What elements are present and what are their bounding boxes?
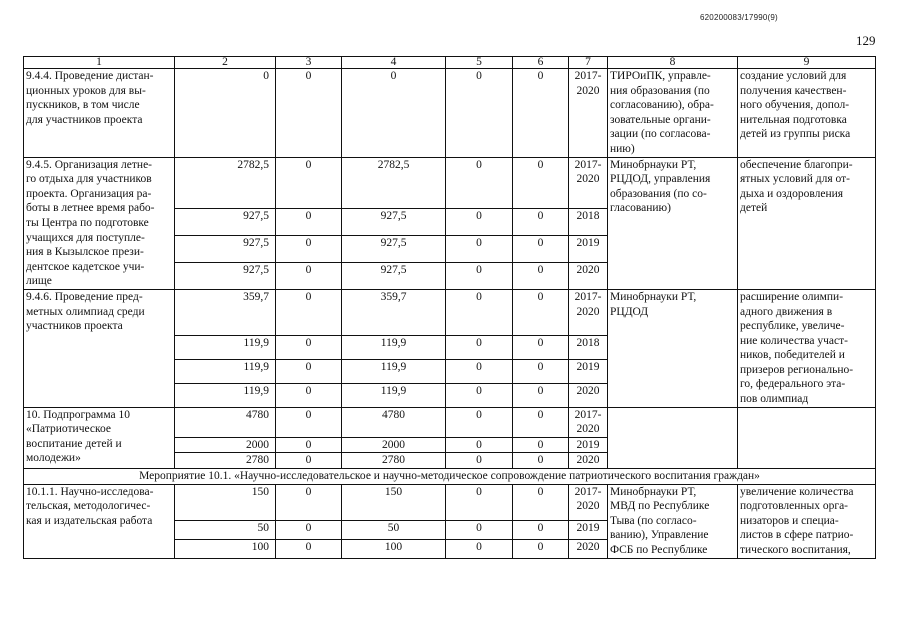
year: 2019 <box>569 437 608 453</box>
municipal-value: 0 <box>446 359 513 383</box>
total-value: 50 <box>175 521 276 540</box>
municipal-value: 0 <box>446 407 513 437</box>
extrabudget-value: 0 <box>513 359 569 383</box>
municipal-value: 0 <box>446 236 513 263</box>
section-row <box>24 469 876 485</box>
executor: Минобрнауки РТ, РЦДОД, управления образования (по со- гласованию) <box>608 157 738 289</box>
municipal-value: 0 <box>446 539 513 558</box>
table-row <box>24 69 876 158</box>
municipal-value: 0 <box>446 336 513 360</box>
republic-value: 2000 <box>342 437 446 453</box>
extrabudget-value: 0 <box>513 236 569 263</box>
federal-value: 0 <box>276 407 342 437</box>
year: 2020 <box>569 263 608 290</box>
federal-value: 0 <box>276 69 342 158</box>
total-value: 927,5 <box>175 209 276 236</box>
document-id: 620200083/17990(9) <box>700 13 778 22</box>
federal-value: 0 <box>276 453 342 469</box>
activity-name: 9.4.5. Организация летне- го отдыха для участников проекта. Организация ра- боты в летнее время рабо- ты Центра по подготовке учащихся для поступле- ния в Кызылское прези- дентское кадетское учи- лище <box>24 157 175 289</box>
republic-value: 2782,5 <box>342 157 446 209</box>
municipal-value: 0 <box>446 209 513 236</box>
municipal-value: 0 <box>446 484 513 520</box>
extrabudget-value: 0 <box>513 263 569 290</box>
municipal-value: 0 <box>446 263 513 290</box>
federal-value: 0 <box>276 289 342 335</box>
expected-result: создание условий для получения качествен- ного обучения, допол- нительная подготовка детей из группы риска <box>738 69 876 158</box>
extrabudget-value: 0 <box>513 453 569 469</box>
activity-name: 9.4.6. Проведение пред- метных олимпиад среди участников проекта <box>24 289 175 407</box>
federal-value: 0 <box>276 484 342 520</box>
activity-name: 10. Подпрограмма 10 «Патриотическое воспитание детей и молодежи» <box>24 407 175 468</box>
federal-value: 0 <box>276 209 342 236</box>
table-row <box>24 289 876 335</box>
republic-value: 50 <box>342 521 446 540</box>
total-value: 119,9 <box>175 383 276 407</box>
column-header: 2 <box>175 57 276 69</box>
activity-name: 10.1.1. Научно-исследова- тельская, методологичес- кая и издательская работа <box>24 484 175 558</box>
republic-value: 0 <box>342 69 446 158</box>
year: 2017- 2020 <box>569 289 608 335</box>
total-value: 2780 <box>175 453 276 469</box>
year: 2019 <box>569 236 608 263</box>
republic-value: 119,9 <box>342 336 446 360</box>
column-header: 4 <box>342 57 446 69</box>
total-value: 927,5 <box>175 236 276 263</box>
extrabudget-value: 0 <box>513 383 569 407</box>
republic-value: 2780 <box>342 453 446 469</box>
column-header: 7 <box>569 57 608 69</box>
table-row <box>24 157 876 209</box>
republic-value: 927,5 <box>342 209 446 236</box>
extrabudget-value: 0 <box>513 521 569 540</box>
total-value: 359,7 <box>175 289 276 335</box>
extrabudget-value: 0 <box>513 69 569 158</box>
executor <box>608 407 738 468</box>
column-header: 9 <box>738 57 876 69</box>
year: 2017- 2020 <box>569 407 608 437</box>
total-value: 0 <box>175 69 276 158</box>
republic-value: 119,9 <box>342 383 446 407</box>
page-number: 129 <box>856 33 876 48</box>
activity-name: 9.4.4. Проведение дистан- ционных уроков для вы- пускников, в том числе для участников проекта <box>24 69 175 158</box>
year: 2018 <box>569 336 608 360</box>
total-value: 2000 <box>175 437 276 453</box>
republic-value: 100 <box>342 539 446 558</box>
year: 2017- 2020 <box>569 157 608 209</box>
republic-value: 927,5 <box>342 263 446 290</box>
municipal-value: 0 <box>446 453 513 469</box>
expected-result: расширение олимпи- адного движения в республике, увеличе- ние количества участ- ников, победителей и призеров регионально- го, федерального эта- пов олимпиад <box>738 289 876 407</box>
extrabudget-value: 0 <box>513 407 569 437</box>
republic-value: 119,9 <box>342 359 446 383</box>
year: 2020 <box>569 383 608 407</box>
federal-value: 0 <box>276 437 342 453</box>
extrabudget-value: 0 <box>513 157 569 209</box>
budget-table <box>23 56 876 559</box>
republic-value: 927,5 <box>342 236 446 263</box>
extrabudget-value: 0 <box>513 209 569 236</box>
column-header: 6 <box>513 57 569 69</box>
header-row <box>24 57 876 69</box>
federal-value: 0 <box>276 336 342 360</box>
federal-value: 0 <box>276 359 342 383</box>
table-row <box>24 407 876 437</box>
total-value: 2782,5 <box>175 157 276 209</box>
federal-value: 0 <box>276 157 342 209</box>
total-value: 150 <box>175 484 276 520</box>
municipal-value: 0 <box>446 289 513 335</box>
column-header: 8 <box>608 57 738 69</box>
year: 2020 <box>569 539 608 558</box>
republic-value: 4780 <box>342 407 446 437</box>
extrabudget-value: 0 <box>513 539 569 558</box>
year: 2018 <box>569 209 608 236</box>
section-title: Мероприятие 10.1. «Научно-исследовательское и научно-методическое сопровождение патриотического воспитания граждан» <box>24 469 876 485</box>
expected-result: увеличение количества подготовленных орга- низаторов и специа- листов в сфере патрио- тического воспитания, <box>738 484 876 558</box>
column-header: 3 <box>276 57 342 69</box>
year: 2019 <box>569 359 608 383</box>
executor: ТИРОиПК, управле- ния образования (по согласованию), обра- зовательные органи- зации (по согласова- нию) <box>608 69 738 158</box>
federal-value: 0 <box>276 236 342 263</box>
republic-value: 150 <box>342 484 446 520</box>
executor: Минобрнауки РТ, РЦДОД <box>608 289 738 407</box>
year: 2020 <box>569 453 608 469</box>
municipal-value: 0 <box>446 521 513 540</box>
year: 2017- 2020 <box>569 69 608 158</box>
total-value: 119,9 <box>175 359 276 383</box>
federal-value: 0 <box>276 383 342 407</box>
year: 2017- 2020 <box>569 484 608 520</box>
total-value: 100 <box>175 539 276 558</box>
extrabudget-value: 0 <box>513 289 569 335</box>
total-value: 927,5 <box>175 263 276 290</box>
extrabudget-value: 0 <box>513 484 569 520</box>
municipal-value: 0 <box>446 437 513 453</box>
municipal-value: 0 <box>446 69 513 158</box>
expected-result: обеспечение благопри- ятных условий для от- дыха и оздоровления детей <box>738 157 876 289</box>
executor: Минобрнауки РТ, МВД по Республике Тыва (по согласо- ванию), Управление ФСБ по Республике <box>608 484 738 558</box>
expected-result <box>738 407 876 468</box>
extrabudget-value: 0 <box>513 336 569 360</box>
year: 2019 <box>569 521 608 540</box>
column-header: 1 <box>24 57 175 69</box>
column-header: 5 <box>446 57 513 69</box>
municipal-value: 0 <box>446 383 513 407</box>
federal-value: 0 <box>276 521 342 540</box>
federal-value: 0 <box>276 539 342 558</box>
total-value: 119,9 <box>175 336 276 360</box>
federal-value: 0 <box>276 263 342 290</box>
table-row <box>24 484 876 520</box>
total-value: 4780 <box>175 407 276 437</box>
municipal-value: 0 <box>446 157 513 209</box>
republic-value: 359,7 <box>342 289 446 335</box>
extrabudget-value: 0 <box>513 437 569 453</box>
